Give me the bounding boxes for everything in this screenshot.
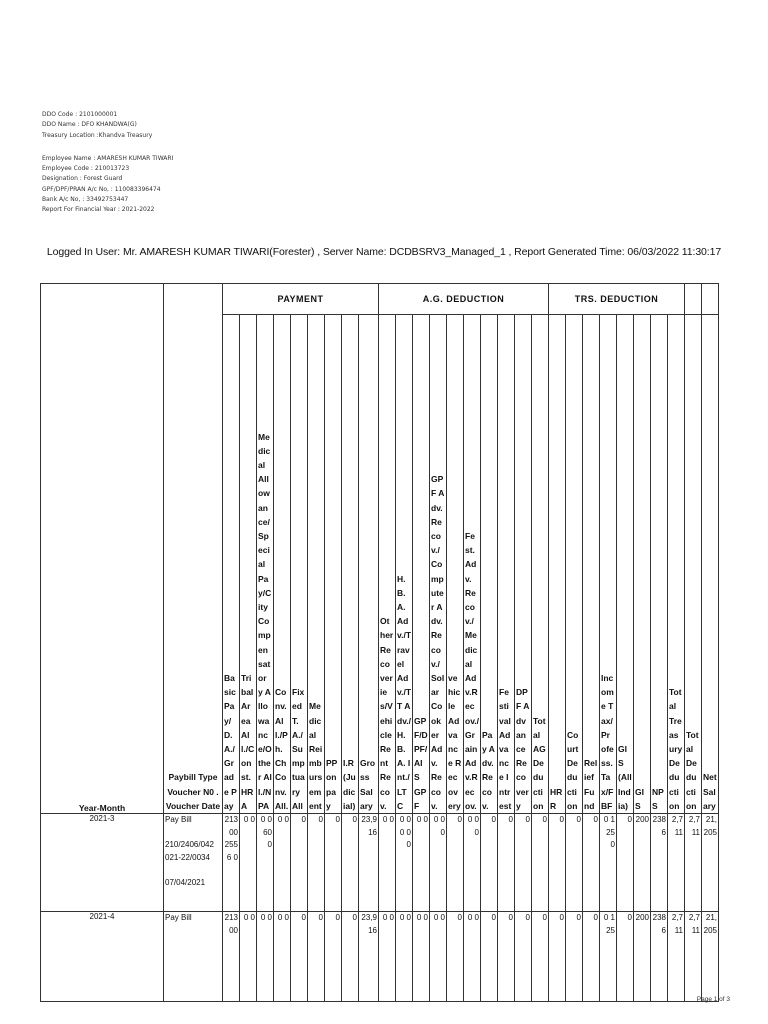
column-header: vehicle Advance Recovery	[447, 315, 464, 814]
paybill-line: 210/2406/042	[165, 840, 214, 849]
paybill-line: Pay Bill	[165, 815, 192, 824]
value-cell: 0	[447, 814, 464, 912]
table-row	[41, 912, 719, 1002]
paybill-line	[165, 864, 221, 877]
value-cell: 0	[617, 912, 634, 1002]
value-cell: 0 0 0	[464, 814, 481, 912]
value-cell: 0 0	[379, 912, 396, 1002]
value-cell: 0 0	[240, 814, 257, 912]
value-cell: 0	[447, 912, 464, 1002]
column-header: GIS (All India)	[617, 315, 634, 814]
value-cell: 0	[532, 912, 549, 1002]
value-cell: 2,711	[668, 912, 685, 1002]
ddo-code: DDO Code : 2101000001	[42, 111, 118, 118]
salary-report-table	[40, 283, 719, 1002]
paybill-cell	[164, 814, 223, 912]
value-cell: 21,205	[702, 912, 719, 1002]
value-cell: 0	[291, 814, 308, 912]
employee-code: Employee Code : 210013723	[42, 165, 130, 173]
value-cell: 0 0 60 0	[257, 814, 274, 912]
group-blank	[685, 284, 702, 315]
paybill-line: Pay Bill	[165, 913, 192, 922]
value-cell: 200	[634, 912, 651, 1002]
gpf-account: GPF/DPF/PRAN A/c No, : 110083396474	[42, 185, 161, 193]
group-ag-deduction: A.G. DEDUCTION	[379, 284, 549, 315]
bank-account: Bank A/c No, : 33492753447	[42, 196, 129, 204]
group-blank	[702, 284, 719, 315]
column-header: GPF/DPF/AIS GPF	[413, 315, 430, 814]
table-row	[41, 814, 719, 912]
value-cell: 0	[308, 814, 325, 912]
column-header: Festival Advance Intrest	[498, 315, 515, 814]
column-header: H.B.A. Adv./Travel Adv./TT Adv./H.B.A. Int./LTC	[396, 315, 413, 814]
ddo-name: DDO Name : DFO KHANDWA(G)	[42, 121, 137, 129]
logged-in-user-line: Logged In User: Mr. AMARESH KUMAR TIWARI(Forester) , Server Name: DCDBSRV3_Managed_1 , Report Generated Time: 06/03/2022 11:30:17	[46, 246, 722, 258]
column-header: Pay Adv. Recov.	[481, 315, 498, 814]
value-cell: 0 0	[257, 912, 274, 1002]
value-cell: 0 0 0	[430, 814, 447, 912]
column-header: HRR	[549, 315, 566, 814]
column-header: GPF Adv. Recov./Compute r Adv. Recov./Solar Cooker Adv. Recov.	[430, 315, 447, 814]
value-cell: 0 125	[600, 912, 617, 1002]
column-header: Fest.Adv. Recov./Medical Adv.Recov./Grain Adv.Recov.	[464, 315, 481, 814]
column-header: Gross Salary	[359, 315, 379, 814]
value-cell: 21,205	[702, 814, 719, 912]
group-payment: PAYMENT	[223, 284, 379, 315]
value-cell: 0	[325, 814, 342, 912]
col-year-month: Year-Month	[41, 284, 164, 814]
value-cell: 0	[532, 814, 549, 912]
column-header: Total AG Deduction	[532, 315, 549, 814]
column-header: Total Deduction	[685, 315, 702, 814]
column-header: Other Recoveries/Vehicle Rent Recov.	[379, 315, 396, 814]
column-header: Medical Reimburs ement	[308, 315, 325, 814]
paybill-cell	[164, 912, 223, 1002]
paybill-line: 07/04/2021	[165, 877, 206, 887]
column-header: Fixed T.A./Sumptuary All	[291, 315, 308, 814]
column-header: Relief Fund	[583, 315, 600, 814]
column-header: Total Treasury Deduction	[668, 315, 685, 814]
value-cell: 0	[291, 912, 308, 1002]
paybill-line: 021-22/0034	[165, 852, 210, 862]
value-cell: 0	[481, 912, 498, 1002]
value-cell: 0	[498, 912, 515, 1002]
value-cell: 0	[583, 814, 600, 912]
column-header: Income Tax/Profess.Tax/FBF	[600, 315, 617, 814]
value-cell: 23,916	[359, 814, 379, 912]
value-cell: 23,916	[359, 912, 379, 1002]
employee-name: Employee Name : AMARESH KUMAR TIWARI	[42, 154, 174, 162]
value-cell: 2,711	[685, 814, 702, 912]
value-cell: 2386	[651, 814, 668, 912]
column-header: I.R (Judicial)	[342, 315, 359, 814]
value-cell: 0	[515, 912, 532, 1002]
value-cell: 2,711	[668, 814, 685, 912]
value-cell: 21300 2556 0	[223, 814, 240, 912]
value-cell: 0 0	[274, 814, 291, 912]
value-cell: 0 0	[430, 912, 447, 1002]
paybill-line	[165, 827, 221, 840]
value-cell: 0	[498, 814, 515, 912]
column-header: Net Salary	[702, 315, 719, 814]
value-cell: 0	[566, 814, 583, 912]
column-header: NPS	[651, 315, 668, 814]
value-cell: 0	[566, 912, 583, 1002]
value-cell: 0 125 0	[600, 814, 617, 912]
column-header: Medical Allowance/Special Pay/City Compensator y Allowance/Other All./NPA	[257, 315, 274, 814]
value-cell: 0 0	[379, 814, 396, 912]
year-month-cell: 2021-4	[41, 912, 164, 1002]
value-cell: 21300	[223, 912, 240, 1002]
value-cell: 0	[549, 912, 566, 1002]
group-trs-deduction: TRS. DEDUCTION	[549, 284, 685, 315]
value-cell: 2,711	[685, 912, 702, 1002]
value-cell: 0	[308, 912, 325, 1002]
page-indicator: Page 1 of 3	[696, 996, 730, 1003]
col-paybill-type: Paybill Type Voucher N0 . Voucher Date	[164, 284, 223, 814]
column-header: Court Deduction	[566, 315, 583, 814]
treasury-location: Treasury Location :Khandva Treasury	[42, 131, 153, 139]
value-cell: 0 0	[396, 912, 413, 1002]
value-cell: 0	[342, 814, 359, 912]
value-cell: 0	[325, 912, 342, 1002]
column-header: DPF Advance Recovery	[515, 315, 532, 814]
value-cell: 2386	[651, 912, 668, 1002]
year-month-cell: 2021-3	[41, 814, 164, 912]
column-header: GIS	[634, 315, 651, 814]
value-cell: 0	[481, 814, 498, 912]
report-metadata	[42, 110, 173, 216]
value-cell: 0	[617, 814, 634, 912]
value-cell: 0	[549, 814, 566, 912]
value-cell: 0 0	[240, 912, 257, 1002]
financial-year: Report For Financial Year : 2021-2022	[42, 206, 155, 214]
value-cell: 0 0	[464, 912, 481, 1002]
column-header: Basic Pay/D.A./Grade Pay	[223, 315, 240, 814]
column-header: Tribal Area All./Const. HRA	[240, 315, 257, 814]
column-header: PP on pay	[325, 315, 342, 814]
value-cell: 0 0	[413, 814, 430, 912]
column-header: Conv. All./Ph. Ch Conv. All.	[274, 315, 291, 814]
value-cell: 0	[515, 814, 532, 912]
value-cell: 0 0	[274, 912, 291, 1002]
value-cell: 200	[634, 814, 651, 912]
value-cell: 0	[583, 912, 600, 1002]
value-cell: 0 0	[413, 912, 430, 1002]
value-cell: 0	[342, 912, 359, 1002]
designation: Designation : Forest Guard	[42, 175, 123, 183]
value-cell: 0 0 0 0 0	[396, 814, 413, 912]
